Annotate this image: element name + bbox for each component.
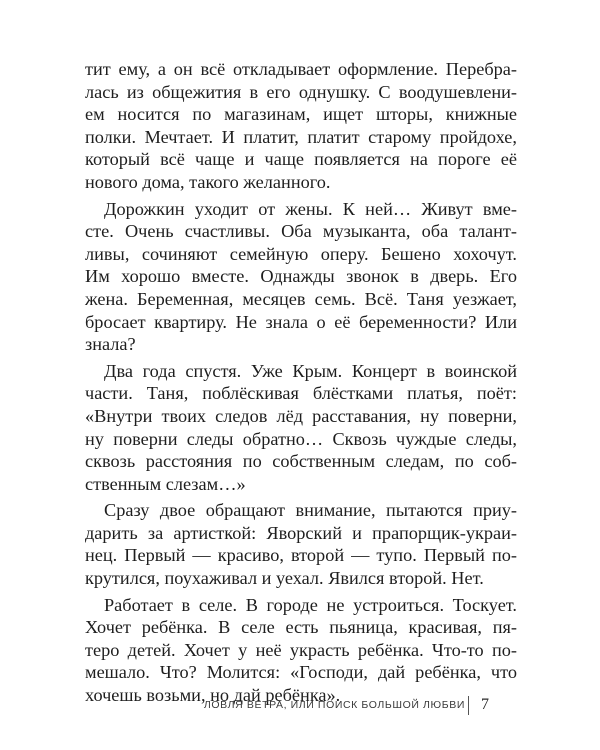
text-line: Два года спустя. Уже Крым. Концерт в воинской <box>104 360 517 381</box>
text-line: хочешь возьми, но дай ребёнка». <box>85 685 341 706</box>
text-line: мешало. Что? Молится: «Господи, дай ребёнка, что <box>85 662 517 683</box>
text-line: сквозь расстояния по собственным следам, по соб- <box>85 451 517 472</box>
text-line: Сразу двое обращают внимание, пытаются приу- <box>104 500 517 521</box>
text-line: который всё чаще и чаще появляется на пороге её <box>85 149 517 170</box>
text-line: полки. Мечтает. И платит, платит старому пройдохе, <box>85 126 517 147</box>
text-line: Им хорошо вместе. Однажды звонок в дверь. Его <box>85 266 517 287</box>
text-line: лась из общежития в его однушку. С воодушевлени- <box>85 81 517 102</box>
paragraph-2 <box>85 198 517 356</box>
text-line: ственным слезам…» <box>85 473 246 494</box>
text-line: жена. Беременная, месяцев семь. Всё. Таня уезжает, <box>85 288 517 309</box>
text-line: бросает квартиру. Не знала о её беременности? Или <box>85 311 517 332</box>
paragraph-5 <box>85 594 517 707</box>
text-line: теро детей. Хочет у неё украсть ребёнка. Что-то по- <box>85 639 517 660</box>
text-line: ну поверни следы обратно… Сквозь чуждые следы, <box>85 428 517 449</box>
text-line: ливы, сочиняют семейную оперу. Бешено хохочут. <box>85 243 517 264</box>
text-line: Работает в селе. В городе не устроиться. Тоскует. <box>104 594 517 615</box>
text-line: тит ему, а он всё откладывает оформление. Перебра- <box>85 59 517 79</box>
body-text <box>85 58 517 707</box>
running-title: ЛОВЛЯ ВЕТРА, ИЛИ ПОИСК БОЛЬШОЙ ЛЮБВИ <box>203 699 465 711</box>
running-footer <box>0 696 600 716</box>
text-line: «Внутри твоих следов лёд расставания, ну поверни, <box>85 405 517 426</box>
text-line: сте. Очень счастливы. Оба музыканта, оба талант- <box>85 221 517 242</box>
text-line: ем носится по магазинам, ищет шторы, книжные <box>85 104 517 125</box>
paragraph-4 <box>85 499 517 589</box>
text-line: знала? <box>85 334 136 355</box>
paragraph-1 <box>85 58 517 194</box>
text-line: дарить за артисткой: Яворский и прапорщик-украи- <box>85 522 517 543</box>
text-line: нового дома, такого желанного. <box>85 171 331 192</box>
text-line: части. Таня, поблёскивая блёстками платья, поёт: <box>85 383 517 404</box>
page-number: 7 <box>481 696 489 713</box>
text-line: Дорожкин уходит от жены. К ней… Живут вме- <box>104 198 517 219</box>
paragraph-3 <box>85 360 517 496</box>
text-line: крутился, поухаживал и уехал. Явился второй. Нет. <box>85 568 484 589</box>
text-line: Хочет ребёнка. В селе есть пьяница, красивая, пя- <box>85 617 517 638</box>
footer-divider <box>468 696 469 715</box>
text-line: нец. Первый — красиво, второй — тупо. Первый по- <box>85 545 517 566</box>
